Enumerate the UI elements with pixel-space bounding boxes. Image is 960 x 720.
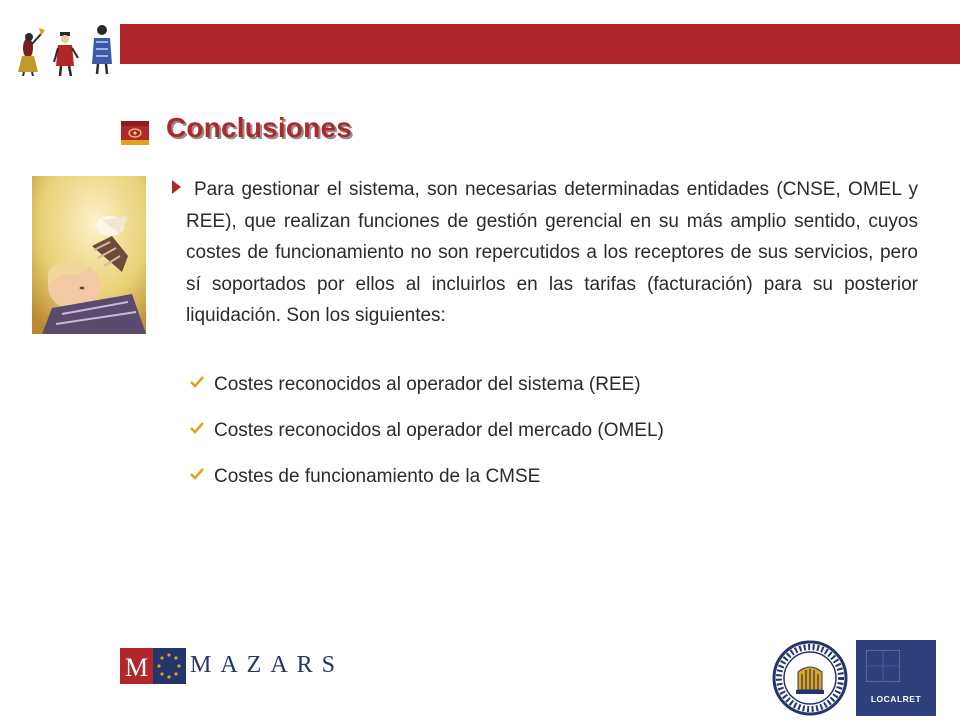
main-paragraph: Para gestionar el sistema, son necesarias determinadas entidades (CNSE, OMEL y REE), que realizan funciones de gestión gerencial en su más amplio sentido, cuyos costes de funcionamiento no son repercutidos a los receptores de sus servicios, pero sí soportados por ellos al incluirlos en las tarifas (facturación) para su posterior liquidación. Son los siguientes: — [186, 179, 918, 326]
checkmark-icon — [190, 468, 204, 480]
mazars-emblem-letter: M — [124, 653, 149, 682]
list-item — [190, 462, 664, 502]
page-title: Conclusiones — [166, 112, 352, 143]
people-figures-illustration — [8, 18, 118, 76]
checkmark-icon — [190, 376, 204, 388]
list-item-text: Costes de funcionamiento de la CMSE — [214, 466, 541, 487]
title-emblem-icon — [121, 121, 149, 145]
checkmark-icon — [190, 422, 204, 434]
figure-child — [92, 25, 112, 74]
costs-list — [190, 370, 664, 502]
list-item-text: Costes reconocidos al operador del mercado (OMEL) — [214, 420, 664, 441]
figure-woman — [18, 28, 45, 76]
university-seal-icon — [772, 640, 848, 716]
list-item — [190, 370, 664, 416]
localret-wordmark: LOCALRET — [870, 694, 922, 704]
mazars-wordmark: MAZARS — [190, 652, 345, 678]
figure-man — [54, 32, 78, 76]
localret-emblem-icon — [866, 650, 900, 682]
list-item-text: Costes reconocidos al operador del sistema (REE) — [214, 374, 641, 395]
bullet-arrow-icon — [172, 180, 181, 194]
localret-logo — [856, 640, 936, 716]
header-bar — [120, 24, 960, 64]
child-photo — [32, 176, 146, 334]
mazars-logo — [120, 648, 350, 684]
mazars-emblem-icon — [120, 648, 186, 684]
list-item — [190, 416, 664, 462]
